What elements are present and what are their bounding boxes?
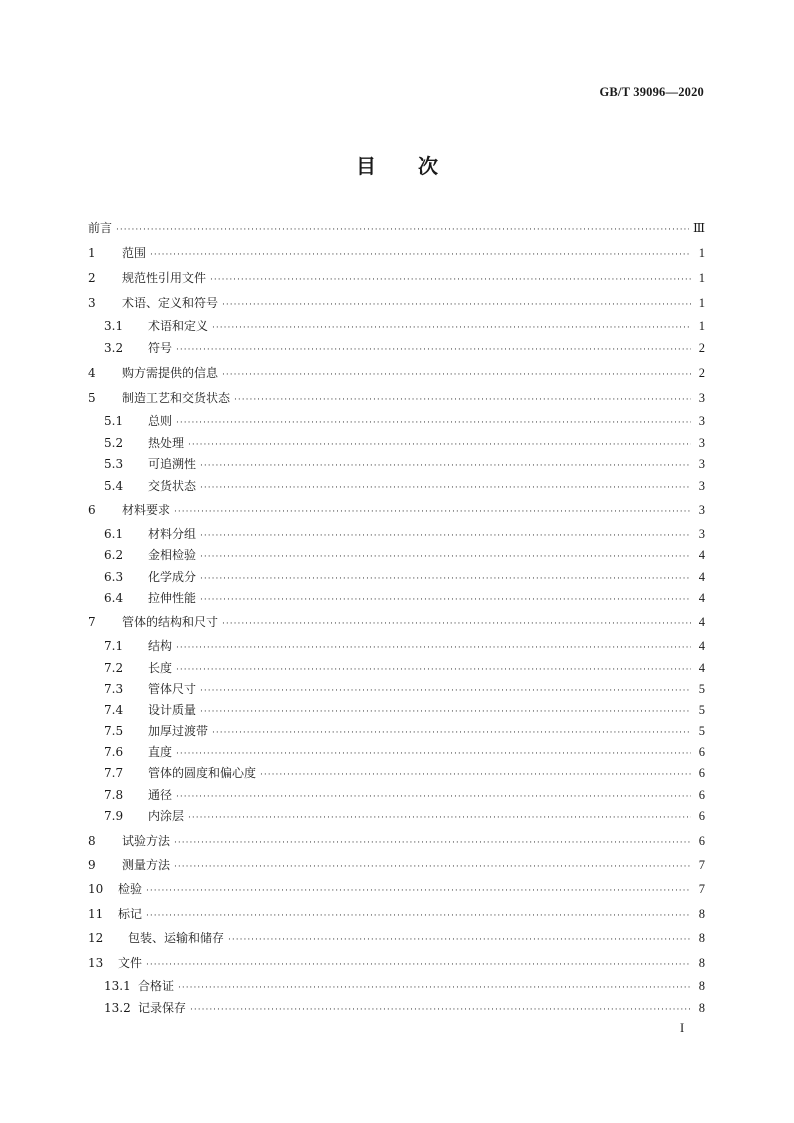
toc-entry-number: 12 (88, 931, 104, 945)
dot-leader (222, 295, 691, 315)
dot-leader (212, 318, 691, 338)
toc-entry-label: 管体的结构和尺寸 (122, 615, 219, 629)
dot-leader (146, 906, 691, 926)
dot-leader (176, 787, 691, 807)
toc-entry-number: 5.1 (104, 414, 124, 428)
toc-entry-label: 化学成分 (148, 570, 197, 584)
toc-entry-page: 3 (698, 503, 705, 517)
page-title: 目次 (356, 154, 480, 178)
toc-entry[interactable] (88, 293, 705, 313)
toc-entry-number: 7.8 (104, 788, 124, 802)
toc-entry-page: 4 (698, 661, 705, 675)
toc-entry-page: 4 (698, 639, 705, 653)
toc-entry-page: 3 (698, 527, 705, 541)
toc-entry-number: 7.5 (104, 724, 124, 738)
standard-code: GB/T 39096—2020 (599, 85, 704, 99)
toc-entry-page: 1 (698, 246, 705, 260)
toc-entry-number: 8 (88, 834, 96, 848)
toc-entry[interactable] (88, 268, 705, 288)
toc-entry[interactable] (88, 831, 705, 851)
toc-entry[interactable] (104, 998, 705, 1018)
toc-entry-label: 标记 (118, 907, 143, 921)
toc-entry-number: 13 (88, 956, 104, 970)
toc-entry-label: 总则 (148, 414, 173, 428)
dot-leader (188, 808, 691, 828)
toc-entry[interactable] (88, 218, 705, 238)
dot-leader (176, 638, 691, 658)
toc-entry-label: 热处理 (148, 436, 185, 450)
toc-entry-page: 3 (698, 436, 705, 450)
toc-entry-number: 5.3 (104, 457, 124, 471)
toc-entry[interactable] (104, 567, 705, 587)
toc-entry-label: 合格证 (138, 979, 175, 993)
toc-entry-label: 内涂层 (148, 809, 185, 823)
toc-entry-page: 7 (698, 882, 705, 896)
toc-entry-number: 7.7 (104, 766, 124, 780)
toc-entry-label: 结构 (148, 639, 173, 653)
toc-entry-label: 加厚过渡带 (148, 724, 209, 738)
toc-entry[interactable] (104, 636, 705, 656)
dot-leader (176, 660, 691, 680)
toc-entry-page: 3 (698, 479, 705, 493)
toc-entry-number: 6.3 (104, 570, 124, 584)
toc-entry-page: 3 (698, 457, 705, 471)
toc-entry-number: 6.1 (104, 527, 124, 541)
toc-entry-label: 拉伸性能 (148, 591, 197, 605)
toc-entry-number: 5 (88, 391, 96, 405)
toc-entry[interactable] (104, 476, 705, 496)
dot-leader (234, 390, 691, 410)
toc-entry-label: 通径 (148, 788, 173, 802)
toc-entry[interactable] (104, 316, 705, 336)
dot-leader (200, 681, 691, 701)
toc-entry-page: 4 (698, 570, 705, 584)
dot-leader (260, 765, 691, 785)
dot-leader (178, 978, 691, 998)
toc-entry-number: 7.3 (104, 682, 124, 696)
dot-leader (146, 881, 691, 901)
toc-entry-number: 6.4 (104, 591, 124, 605)
toc-entry[interactable] (88, 904, 705, 924)
toc-entry[interactable] (88, 612, 705, 632)
toc-entry-page: Ⅲ (692, 221, 705, 235)
toc-entry-number: 7.1 (104, 639, 124, 653)
toc-entry-page: 6 (698, 745, 705, 759)
toc-entry[interactable] (104, 411, 705, 431)
toc-entry[interactable] (104, 433, 705, 453)
toc-entry[interactable] (88, 243, 705, 263)
toc-entry-number: 4 (88, 366, 96, 380)
dot-leader (116, 220, 689, 240)
dot-leader (188, 435, 691, 455)
toc-entry[interactable] (88, 363, 705, 383)
toc-entry-page: 5 (698, 724, 705, 738)
toc-entry-label: 前言 (88, 221, 113, 235)
dot-leader (146, 955, 691, 975)
toc-entry-page: 8 (698, 1001, 705, 1015)
dot-leader (176, 340, 691, 360)
toc-entry-label: 管体的圆度和偏心度 (148, 766, 257, 780)
toc-entry-label: 可追溯性 (148, 457, 197, 471)
toc-entry-number: 10 (88, 882, 104, 896)
toc-entry-label: 材料要求 (122, 503, 171, 517)
toc-entry[interactable] (88, 855, 705, 875)
dot-leader (200, 456, 691, 476)
toc-entry-label: 文件 (118, 956, 143, 970)
toc-entry-number: 1 (88, 246, 96, 260)
toc-entry-label: 检验 (118, 882, 143, 896)
toc-entry-label: 材料分组 (148, 527, 197, 541)
dot-leader (200, 569, 691, 589)
toc-entry-page: 5 (698, 703, 705, 717)
toc-entry[interactable] (104, 700, 705, 720)
dot-leader (174, 833, 691, 853)
toc-entry-number: 7.6 (104, 745, 124, 759)
toc-entry-label: 金相检验 (148, 548, 197, 562)
toc-entry-page: 6 (698, 766, 705, 780)
toc-entry-number: 3.1 (104, 319, 124, 333)
toc-entry[interactable] (104, 679, 705, 699)
toc-entry-page: 3 (698, 391, 705, 405)
toc-entry[interactable] (104, 524, 705, 544)
toc-entry-label: 记录保存 (138, 1001, 187, 1015)
toc-entry[interactable] (104, 338, 705, 358)
toc-entry-label: 术语和定义 (148, 319, 209, 333)
dot-leader (200, 526, 691, 546)
toc-entry[interactable] (104, 785, 705, 805)
toc-entry[interactable] (88, 928, 705, 948)
toc-entry-page: 3 (698, 414, 705, 428)
dot-leader (176, 413, 691, 433)
page-number: I (680, 1021, 685, 1035)
toc-entry-number: 6 (88, 503, 96, 517)
toc-entry-number: 5.4 (104, 479, 124, 493)
toc-entry-page: 6 (698, 834, 705, 848)
toc-entry-page: 2 (698, 366, 705, 380)
toc-entry-label: 直度 (148, 745, 173, 759)
toc-entry[interactable] (104, 976, 705, 996)
toc-entry-number: 7.2 (104, 661, 124, 675)
toc-entry-label: 测量方法 (122, 858, 171, 872)
toc-entry[interactable] (88, 953, 705, 973)
toc-entry-number: 7 (88, 615, 96, 629)
dot-leader (200, 547, 691, 567)
toc-entry-number: 5.2 (104, 436, 124, 450)
toc-entry[interactable] (104, 742, 705, 762)
toc-entry-label: 管体尺寸 (148, 682, 197, 696)
toc-entry-page: 1 (698, 271, 705, 285)
toc-entry-page: 8 (698, 956, 705, 970)
dot-leader (150, 245, 691, 265)
toc-entry[interactable] (88, 500, 705, 520)
dot-leader (210, 270, 691, 290)
toc-entry-page: 5 (698, 682, 705, 696)
dot-leader (174, 857, 691, 877)
toc-entry-number: 13.1 (104, 979, 131, 993)
toc-entry-number: 3 (88, 296, 96, 310)
toc-entry-label: 试验方法 (122, 834, 171, 848)
toc-entry-label: 范围 (122, 246, 147, 260)
toc-entry-number: 9 (88, 858, 96, 872)
toc-entry-label: 制造工艺和交货状态 (122, 391, 231, 405)
toc-entry[interactable] (104, 658, 705, 678)
toc-entry[interactable] (104, 806, 705, 826)
toc-entry-page: 4 (698, 615, 705, 629)
toc-entry-page: 8 (698, 979, 705, 993)
dot-leader (200, 590, 691, 610)
toc-entry-number: 2 (88, 271, 96, 285)
toc-entry-label: 交货状态 (148, 479, 197, 493)
dot-leader (212, 723, 691, 743)
toc-entry[interactable] (88, 879, 705, 899)
toc-entry-number: 7.9 (104, 809, 124, 823)
dot-leader (176, 744, 691, 764)
toc-entry-number: 3.2 (104, 341, 124, 355)
toc-entry[interactable] (104, 588, 705, 608)
dot-leader (222, 614, 691, 634)
toc-entry-page: 7 (698, 858, 705, 872)
toc-entry-page: 6 (698, 809, 705, 823)
toc-entry-number: 13.2 (104, 1001, 131, 1015)
toc-entry-page: 8 (698, 907, 705, 921)
toc-entry[interactable] (104, 454, 705, 474)
toc-entry[interactable] (88, 388, 705, 408)
toc-entry-number: 6.2 (104, 548, 124, 562)
dot-leader (222, 365, 691, 385)
toc-entry[interactable] (104, 763, 705, 783)
toc-entry-number: 11 (88, 907, 104, 921)
toc-entry-label: 包装、运输和储存 (128, 931, 225, 945)
toc-entry-label: 规范性引用文件 (122, 271, 207, 285)
toc-entry-page: 8 (698, 931, 705, 945)
toc-entry[interactable] (104, 721, 705, 741)
dot-leader (200, 478, 691, 498)
toc-entry-label: 长度 (148, 661, 173, 675)
toc-entry-page: 4 (698, 591, 705, 605)
dot-leader (228, 930, 691, 950)
dot-leader (174, 502, 691, 522)
dot-leader (200, 702, 691, 722)
toc-entry-page: 2 (698, 341, 705, 355)
toc-entry-page: 1 (698, 319, 705, 333)
toc-entry-page: 6 (698, 788, 705, 802)
toc-entry-label: 设计质量 (148, 703, 197, 717)
toc-entry-label: 术语、定义和符号 (122, 296, 219, 310)
toc-entry-page: 4 (698, 548, 705, 562)
toc-entry-label: 符号 (148, 341, 173, 355)
dot-leader (190, 1000, 691, 1020)
toc-entry-page: 1 (698, 296, 705, 310)
toc-entry-number: 7.4 (104, 703, 124, 717)
toc-entry-label: 购方需提供的信息 (122, 366, 219, 380)
toc-entry[interactable] (104, 545, 705, 565)
